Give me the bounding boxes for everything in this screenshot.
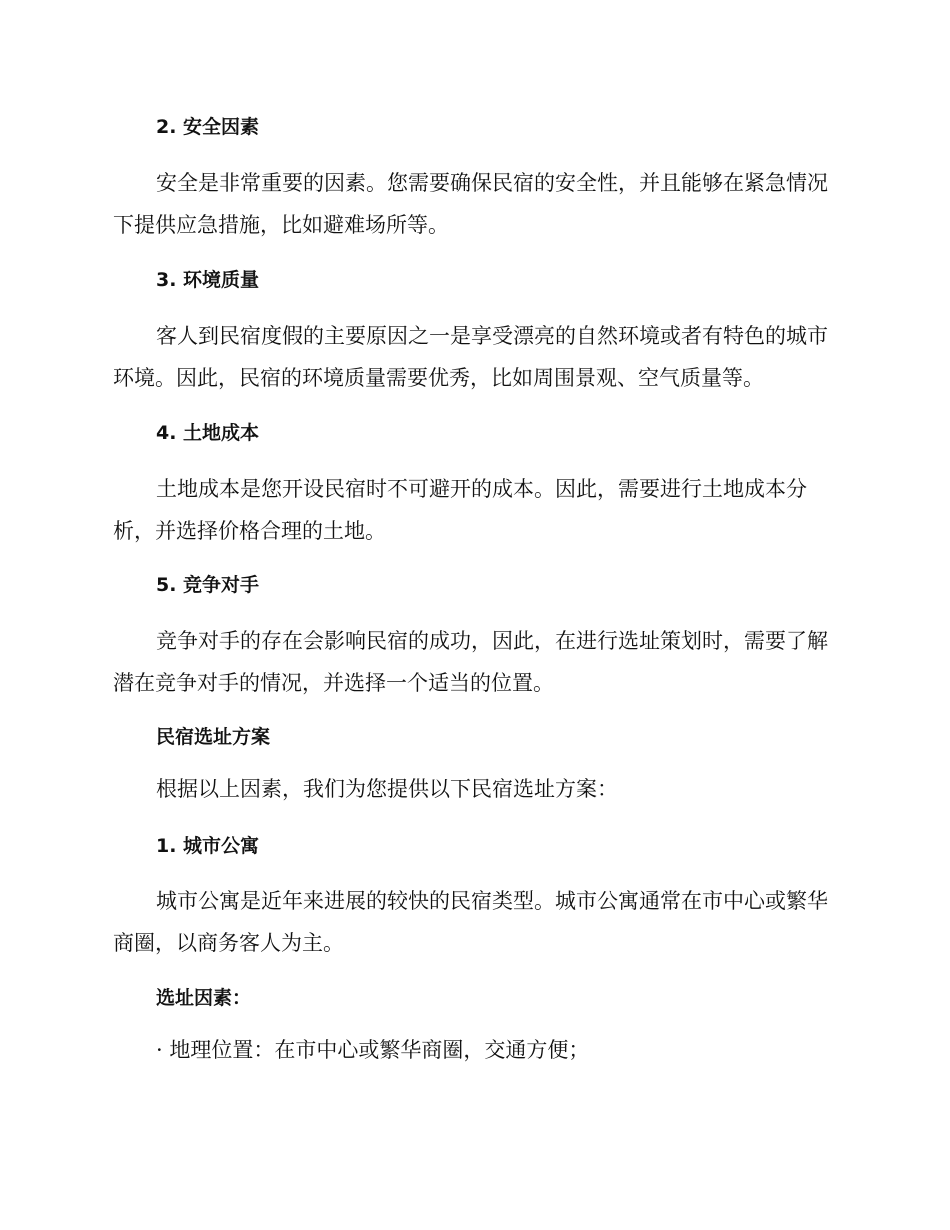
paragraph-land-cost: 土地成本是您开设民宿时不可避开的成本。因此，需要进行土地成本分析，并选择价格合理的土地。 (113, 477, 807, 543)
bullet-item: · 地理位置：在市中心或繁华商圈，交通方便； (156, 1038, 590, 1062)
paragraph-environment: 客人到民宿度假的主要原因之一是享受漂亮的自然环境或者有特色的城市环境。因此，民宿的环境质量需要优秀，比如周围景观、空气质量等。 (113, 324, 828, 390)
section-heading-city-apartment: 1. 城市公寓 (156, 835, 260, 857)
paragraph-plan-intro: 根据以上因素，我们为您提供以下民宿选址方案： (156, 777, 618, 801)
paragraph-competitors: 竞争对手的存在会影响民宿的成功，因此，在进行选址策划时，需要了解潜在竞争对手的情况，并选择一个适当的位置。 (113, 629, 828, 695)
section-heading-environment: 3. 环境质量 (156, 269, 260, 291)
section-heading-plan: 民宿选址方案 (156, 726, 271, 748)
section-heading-land-cost: 4. 土地成本 (156, 422, 260, 444)
section-heading-factors: 选址因素： (156, 987, 252, 1009)
section-heading-competitors: 5. 竞争对手 (156, 574, 260, 596)
paragraph-city-apartment: 城市公寓是近年来进展的较快的民宿类型。城市公寓通常在市中心或繁华商圈，以商务客人为主。 (113, 889, 828, 955)
paragraph-safety: 安全是非常重要的因素。您需要确保民宿的安全性，并且能够在紧急情况下提供应急措施，比如避难场所等。 (113, 171, 828, 237)
section-heading-safety: 2. 安全因素 (156, 116, 260, 138)
